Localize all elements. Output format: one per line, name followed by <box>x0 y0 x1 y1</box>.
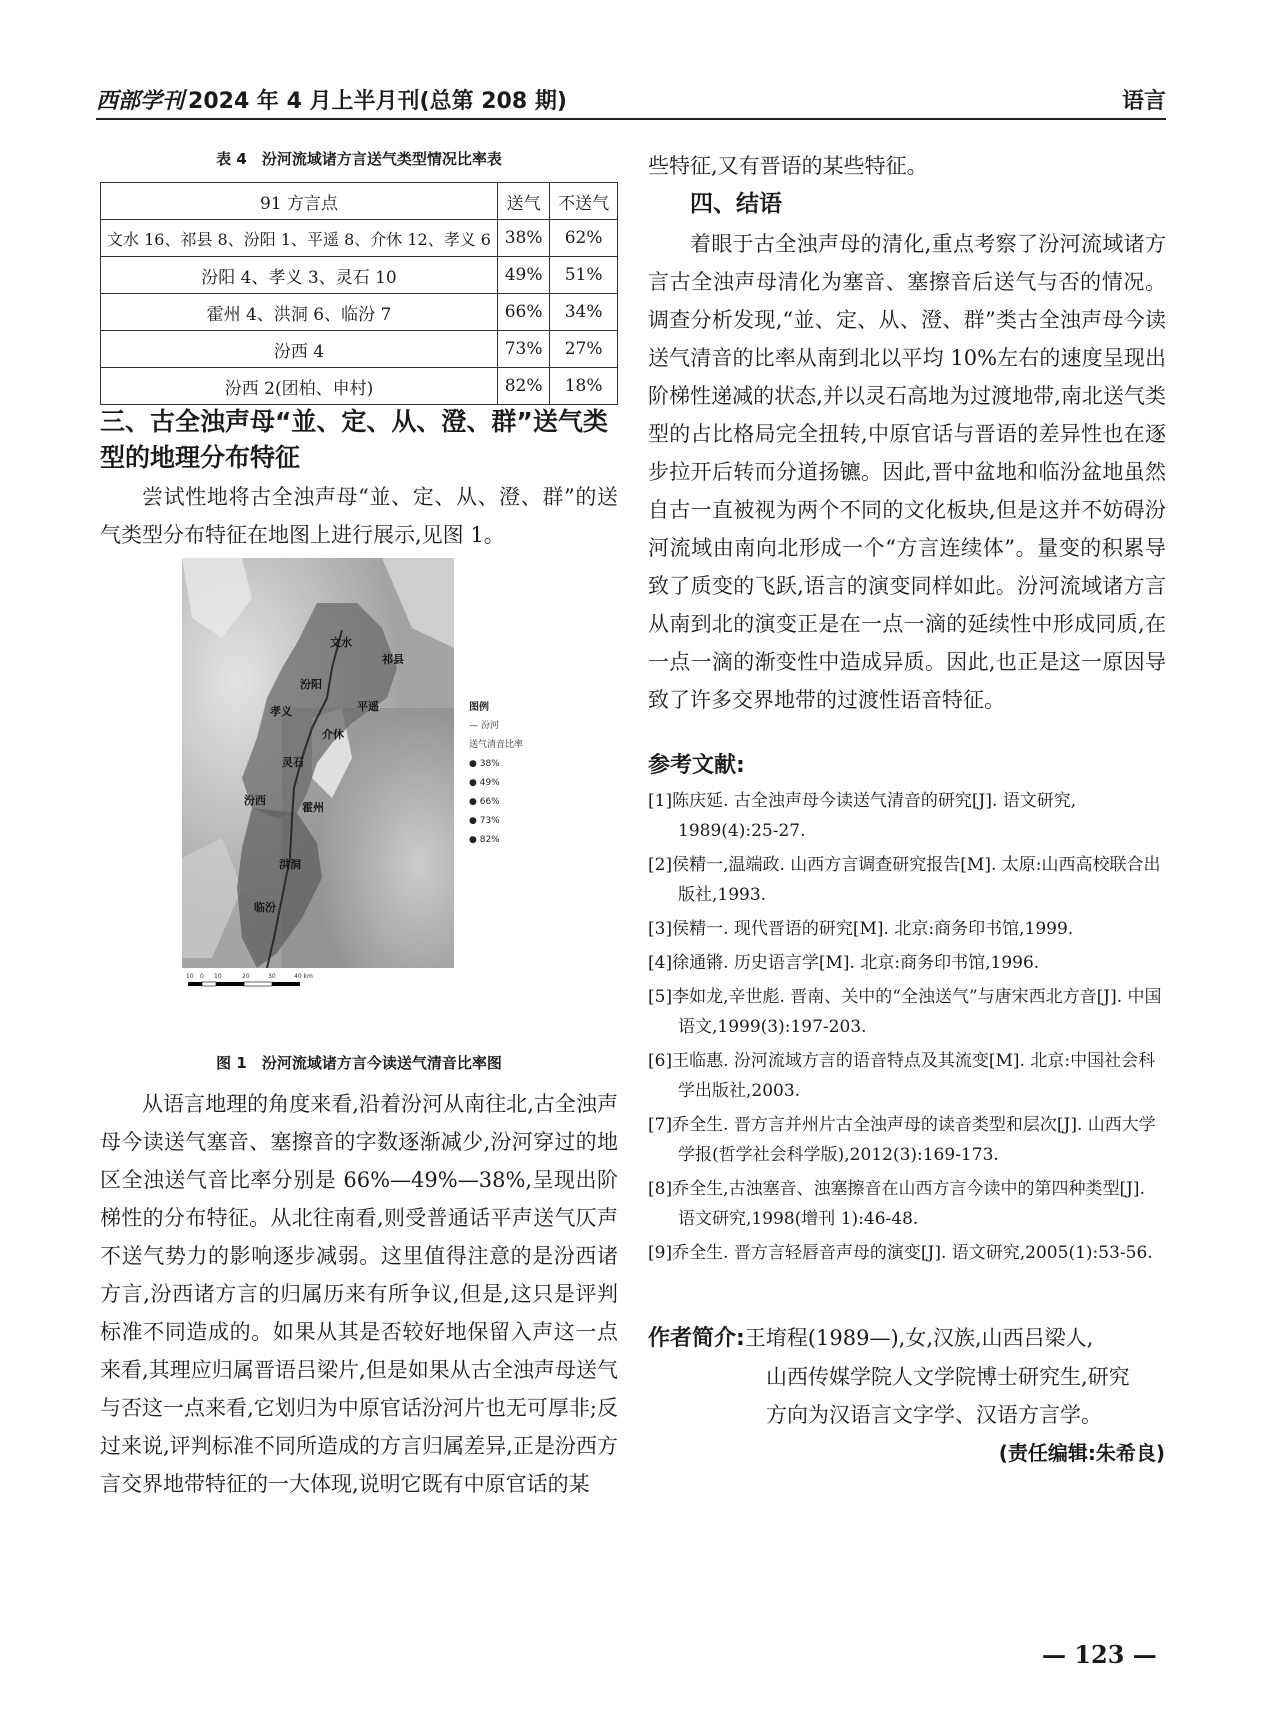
legend-river-item: — 汾河 <box>469 721 499 731</box>
table-header-cell: 91 方言点 <box>101 183 498 220</box>
reference-item: [5]李如龙,辛世彪. 晋南、关中的“全浊送气”与唐宋西北方音[J]. 中国语文,1999(3):197-203. <box>648 987 1162 1037</box>
legend-item-label: 66% <box>479 797 500 807</box>
section-label: 语言 <box>1121 89 1166 114</box>
place-label: 文水 <box>330 636 352 649</box>
reference-item: [6]王临惠. 汾河流域方言的语音特点及其流变[M]. 北京:中国社会科学出版社,2003. <box>648 1051 1156 1101</box>
legend-subtitle: 送气清音比率 <box>469 740 524 750</box>
figure-1-map <box>182 558 454 988</box>
section-3-title-line1: 三、古全浊声母“並、定、从、澄、群”送气类 <box>100 407 608 436</box>
table-cell: 34% <box>550 294 618 331</box>
issue-info: 2024 年 4 月上半月刊(总第 208 期) <box>188 89 567 114</box>
legend-river-label: 汾河 <box>480 721 499 731</box>
left-body-paragraph: 从语言地理的角度来看,沿着汾河从南往北,古全浊声母今读送气塞音、塞擦音的字数逐渐减少,汾河穿过的地区全浊送气音比率分别是 66%—49%—38%,呈现出阶梯性的分布特征。从北往南看,则受普通话平声送气仄声不送气势力的影响逐步减弱。这里值得注意的是汾西诸方言,汾西诸方言的归属历来有所争议,但是,这只是评判标准不同造成的。如果从其是否较好地保留入声这一点来看,其理应归属晋语吕梁片,但是如果从古全浊声母送气与否这一点来看,它划归为中原官话汾河片也无可厚非;反过来说,评判标准不同所造成的方言归属差异,正是汾西方言交界地带特征的一大体现,说明它既有中原官话的某 <box>100 1092 618 1496</box>
place-label: 祁县 <box>382 653 404 666</box>
scale-label: 30 <box>268 973 276 980</box>
table-row <box>101 294 618 331</box>
table-cell: 73% <box>498 331 550 368</box>
figure-1-caption: 图 1 汾河流域诸方言今读送气清音比率图 <box>216 1054 502 1072</box>
table-cell: 汾西 4 <box>101 331 498 368</box>
table-4 <box>100 182 618 405</box>
legend-item: ● 66% <box>469 797 500 807</box>
reference-item: [3]侯精一. 现代晋语的研究[M]. 北京:商务印书馆,1999. <box>648 919 1074 939</box>
legend-item: ● 82% <box>469 835 500 845</box>
table-cell: 66% <box>498 294 550 331</box>
legend-item-label: 73% <box>479 816 500 826</box>
table-header-cell: 不送气 <box>550 183 618 220</box>
place-label: 平遥 <box>357 700 379 713</box>
legend-item: ● 38% <box>469 759 500 769</box>
scale-bar <box>188 982 300 986</box>
legend-item-label: 49% <box>479 778 500 788</box>
section-3-title-line2: 型的地理分布特征 <box>100 443 301 472</box>
reference-item: [4]徐通锵. 历史语言学[M]. 北京:商务印书馆,1996. <box>648 953 1040 973</box>
place-label: 汾西 <box>244 794 266 807</box>
editor-note: (责任编辑:朱希良) <box>998 1441 1165 1465</box>
table-cell: 霍州 4、洪洞 6、临汾 7 <box>101 294 498 331</box>
table-cell: 18% <box>550 368 618 405</box>
author-line1-wrap <box>648 1319 1168 1358</box>
table-cell: 49% <box>498 257 550 294</box>
section-3-title <box>100 404 618 476</box>
table-cell: 62% <box>550 220 618 257</box>
journal-brand: 西部学刊 <box>96 88 185 114</box>
legend-item-label: 38% <box>479 759 500 769</box>
author-line3: 方向为汉语言文字学、汉语方言学。 <box>766 1403 1102 1427</box>
reference-item: [8]乔全生,古浊塞音、浊塞擦音在山西方言今读中的第四种类型[J]. 语文研究,1998(增刊 1):46-48. <box>648 1179 1145 1229</box>
section-4-title: 四、结语 <box>690 191 782 217</box>
place-label: 灵石 <box>282 756 304 769</box>
table-4-wrap <box>100 182 618 405</box>
table-cell: 汾西 2(团柏、申村) <box>101 368 498 405</box>
table-row <box>101 257 618 294</box>
section-3-paragraph: 尝试性地将古全浊声母“並、定、从、澄、群”的送气类型分布特征在地图上进行展示,见图 1。 <box>100 485 618 547</box>
right-continuation: 些特征,又有晋语的某些特征。 <box>648 154 928 178</box>
legend-item-label: 82% <box>479 835 500 845</box>
place-label: 霍州 <box>302 801 324 814</box>
section-4-paragraph: 着眼于古全浊声母的清化,重点考察了汾河流域诸方言古全浊声母清化为塞音、塞擦音后送气与否的情况。调查分析发现,“並、定、从、澄、群”类古全浊声母今读送气清音的比率从南到北以平均 10%左右的速度呈现出阶梯性递减的状态,并以灵石高地为过渡地带,南北送气类型的占比格局完全扭转,中原官话与晋语的差异性也在逐步拉开后转而分道扬镳。因此,晋中盆地和临汾盆地虽然自古一直被视为两个不同的文化板块,但是这并不妨碍汾河流域由南向北形成一个“方言连续体”。量变的积累导致了质变的飞跃,语言的演变同样如此。汾河流域诸方言从南到北的演变正是在一点一滴的延续性中形成同质,在一点一滴的渐变性中造成异质。因此,也正是这一原因导致了许多交界地带的过渡性语音特征。 <box>648 232 1166 712</box>
reference-item: [9]乔全生. 晋方言轻唇音声母的演变[J]. 语文研究,2005(1):53-56. <box>648 1243 1153 1263</box>
page-number: — 123 — <box>1042 1640 1157 1669</box>
map-legend-panel <box>469 698 523 850</box>
reference-item: [1]陈庆延. 古全浊声母今读送气清音的研究[J]. 语文研究, 1989(4):25-27. <box>648 791 1077 841</box>
place-label: 孝义 <box>270 705 292 718</box>
table-header-row <box>101 183 618 220</box>
legend-item: ● 49% <box>469 778 500 788</box>
table-cell: 38% <box>498 220 550 257</box>
scale-label: 0 <box>200 973 204 980</box>
place-label: 洪洞 <box>279 858 301 871</box>
reference-item: [7]乔全生. 晋方言并州片古全浊声母的读音类型和层次[J]. 山西大学学报(哲学社会科学版),2012(3):169-173. <box>648 1115 1156 1165</box>
author-bio <box>648 1319 1168 1434</box>
table-row <box>101 368 618 405</box>
reference-item: [2]侯精一,温端政. 山西方言调查研究报告[M]. 太原:山西高校联合出版社,1993. <box>648 855 1161 905</box>
table-cell: 汾阳 4、孝义 3、灵石 10 <box>101 257 498 294</box>
scale-label: 10 <box>214 973 222 980</box>
table-row <box>101 220 618 257</box>
table-cell: 82% <box>498 368 550 405</box>
table-cell: 27% <box>550 331 618 368</box>
place-label: 介休 <box>322 728 344 741</box>
author-line2: 山西传媒学院人文学院博士研究生,研究 <box>766 1365 1130 1389</box>
table-cell: 文水 16、祁县 8、汾阳 1、平遥 8、介休 12、孝义 6 <box>101 220 498 257</box>
scale-label: 10 <box>186 973 194 980</box>
table-row <box>101 331 618 368</box>
table-caption: 表 4 汾河流域诸方言送气类型情况比率表 <box>216 150 502 168</box>
legend-title: 图例 <box>469 702 489 713</box>
scale-label: 40 km <box>294 973 313 980</box>
map-svg <box>182 558 454 988</box>
table-header-cell: 送气 <box>498 183 550 220</box>
table-cell: 51% <box>550 257 618 294</box>
header-rule <box>96 118 1166 120</box>
place-label: 临汾 <box>254 901 276 914</box>
author-label: 作者简介: <box>648 1326 745 1351</box>
legend-item: ● 73% <box>469 816 500 826</box>
author-line1: 王堉程(1989—),女,汉族,山西吕梁人, <box>744 1326 1094 1350</box>
references-title: 参考文献: <box>648 753 745 778</box>
references-list <box>648 786 1166 1272</box>
place-label: 汾阳 <box>300 678 322 691</box>
scale-label: 20 <box>242 973 250 980</box>
journal-header <box>96 84 567 115</box>
